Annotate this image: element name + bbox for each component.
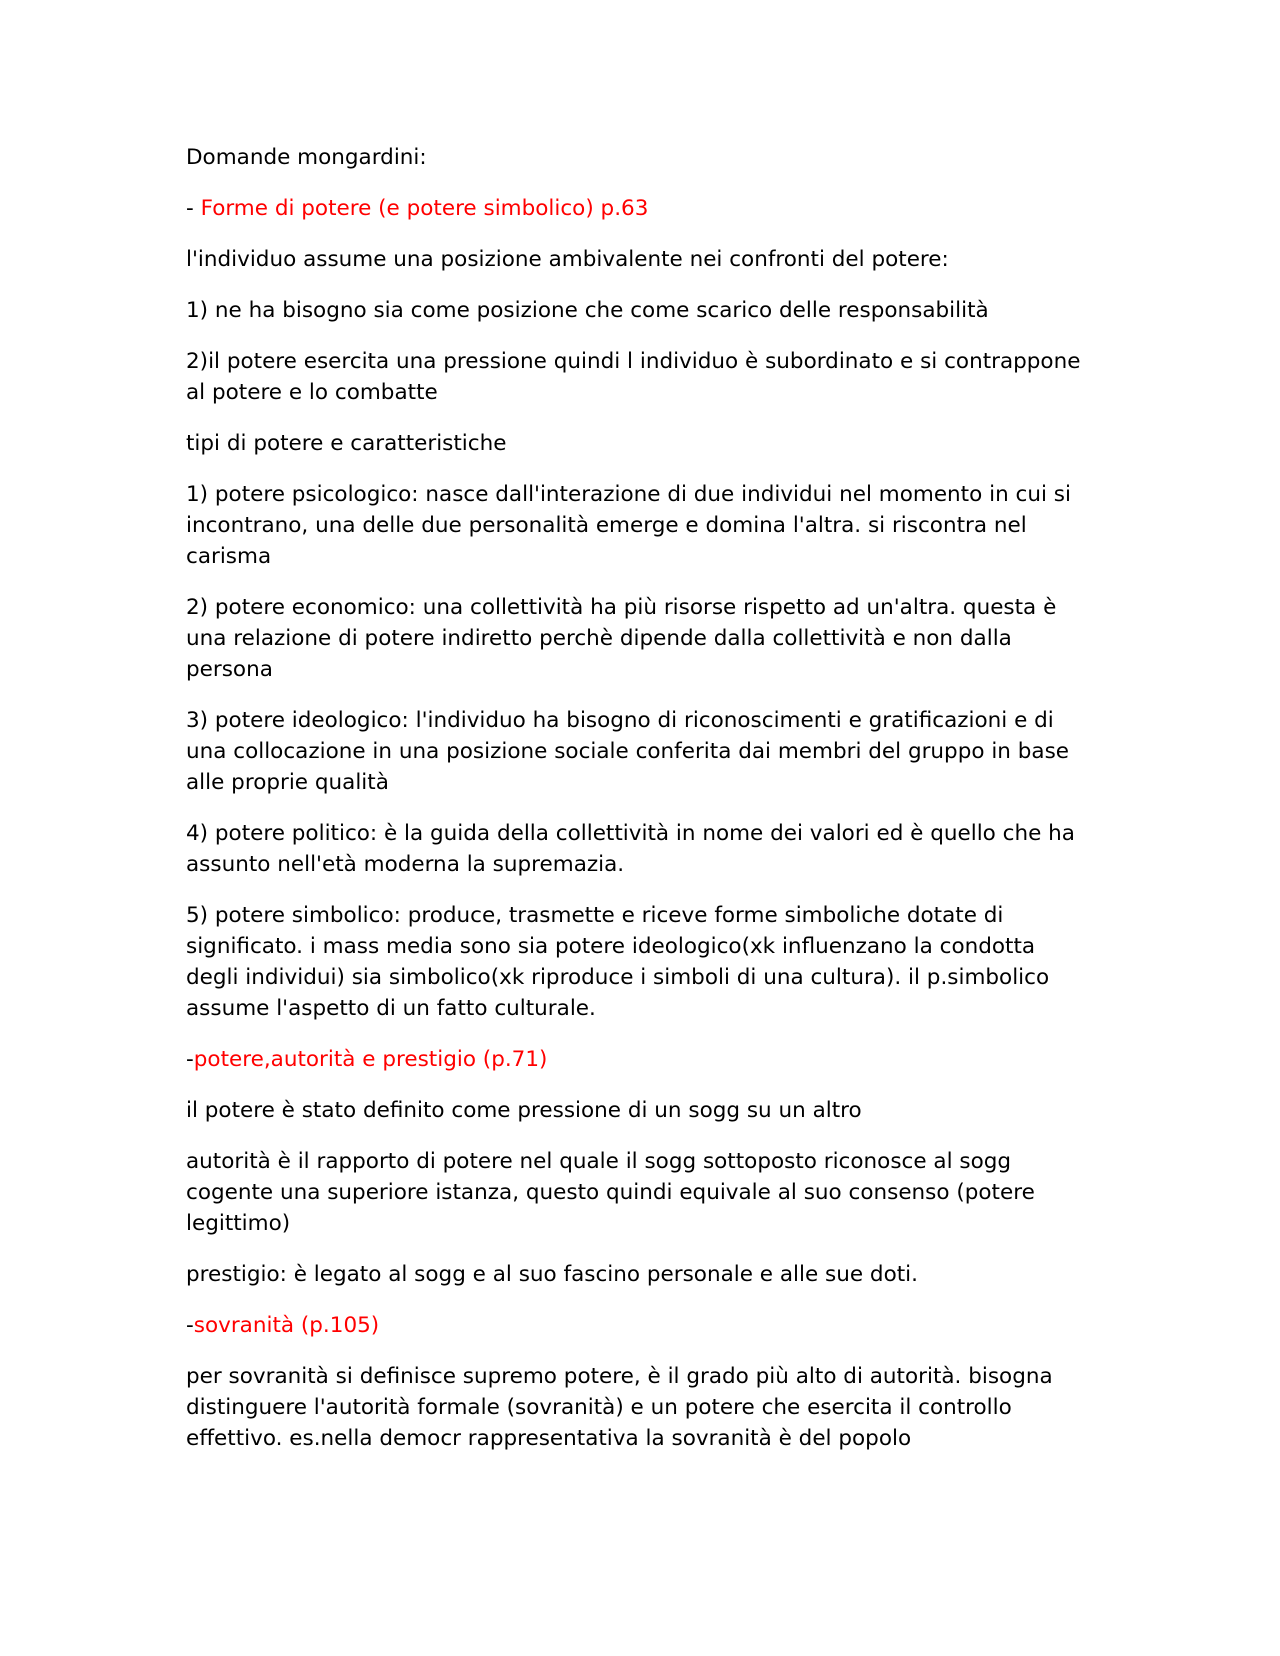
paragraph-types-title: tipi di potere e caratteristiche [186, 431, 507, 456]
section-heading-sovranita [186, 1310, 1086, 1341]
heading-text: Forme di potere (e potere simbolico) p.63 [200, 196, 649, 221]
paragraph-intro: l'individuo assume una posizione ambivalente nei confronti del potere: [186, 247, 949, 272]
paragraph-type-economico: 2) potere economico: una collettività ha più risorse rispetto ad un'altra. questa è una relazione di potere indiretto perchè dipende dalla collettività e non dalla persona [186, 595, 1057, 682]
document-page [186, 142, 1086, 1474]
heading-dash: - [186, 1313, 194, 1338]
paragraph-type-ideologico: 3) potere ideologico: l'individuo ha bisogno di riconoscimenti e gratificazioni e di una collocazione in una posizione sociale conferita dai membri del gruppo in base alle proprie qualità [186, 708, 1070, 795]
document-title: Domande mongardini: [186, 145, 427, 170]
heading-dash: - [186, 196, 201, 221]
paragraph-type-politico: 4) potere politico: è la guida della collettività in nome dei valori ed è quello che ha assunto nell'età moderna la supremazia. [186, 821, 1075, 877]
paragraph-prestigio: prestigio: è legato al sogg e al suo fascino personale e alle sue doti. [186, 1262, 918, 1287]
heading-text: potere,autorità e prestigio (p.71) [193, 1047, 548, 1072]
heading-text: sovranità (p.105) [193, 1313, 380, 1338]
paragraph-sovranita: per sovranità si definisce supremo potere, è il grado più alto di autorità. bisogna distinguere l'autorità formale (sovranità) e un potere che esercita il controllo effettivo. es.nella democr rappresentativa la sovranità è del popolo [186, 1364, 1053, 1451]
paragraph-autorita: autorità è il rapporto di potere nel quale il sogg sottoposto riconosce al sogg cogente una superiore istanza, questo quindi equivale al suo consenso (potere legittimo) [186, 1149, 1035, 1236]
paragraph-type-simbolico: 5) potere simbolico: produce, trasmette e riceve forme simboliche dotate di significato. i mass media sono sia potere ideologico(xk influenzano la condotta degli individui) sia simbolico(xk riproduce i simboli di una cultura). il p.simbolico assume l'aspetto di un fatto culturale. [186, 903, 1050, 1021]
section-heading-potere-autorita-prestigio [186, 1044, 1086, 1075]
paragraph-potere-definizione: il potere è stato definito come pressione di un sogg su un altro [186, 1098, 862, 1123]
paragraph-point-2: 2)il potere esercita una pressione quindi l individuo è subordinato e si contrappone al potere e lo combatte [186, 349, 1081, 405]
heading-dash: - [186, 1047, 194, 1072]
paragraph-type-psicologico: 1) potere psicologico: nasce dall'interazione di due individui nel momento in cui si incontrano, una delle due personalità emerge e domina l'altra. si riscontra nel carisma [186, 482, 1071, 569]
section-heading-forme-di-potere [186, 193, 1086, 224]
paragraph-point-1: 1) ne ha bisogno sia come posizione che come scarico delle responsabilità [186, 298, 989, 323]
